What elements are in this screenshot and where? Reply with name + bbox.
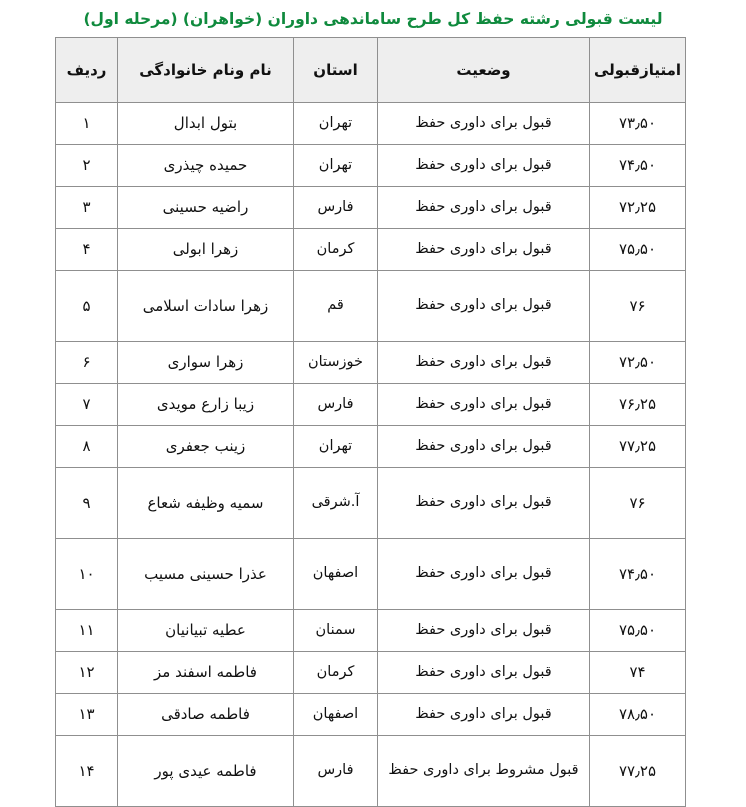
cell-score: ۷۶٫۲۵ <box>590 384 686 426</box>
table-row <box>56 468 686 539</box>
table-row <box>56 610 686 652</box>
cell-score: ۷۲٫۵۰ <box>590 342 686 384</box>
table-row <box>56 145 686 187</box>
cell-name: سمیه وظیفه شعاع <box>118 468 294 539</box>
cell-score: ۷۵٫۵۰ <box>590 610 686 652</box>
cell-province: تهران <box>294 145 378 187</box>
cell-score: ۷۴٫۵۰ <box>590 145 686 187</box>
cell-score: ۷۷٫۲۵ <box>590 736 686 807</box>
cell-rank: ۱۲ <box>56 652 118 694</box>
cell-name: فاطمه اسفند مز <box>118 652 294 694</box>
cell-province: کرمان <box>294 229 378 271</box>
cell-province: فارس <box>294 187 378 229</box>
cell-rank: ۴ <box>56 229 118 271</box>
cell-rank: ۷ <box>56 384 118 426</box>
cell-status: قبول برای داوری حفظ <box>378 229 590 271</box>
cell-status: قبول برای داوری حفظ <box>378 342 590 384</box>
cell-status: قبول برای داوری حفظ <box>378 103 590 145</box>
column-header-status: وضعیت <box>378 38 590 103</box>
column-header-rank: ردیف <box>56 38 118 103</box>
cell-score: ۷۳٫۵۰ <box>590 103 686 145</box>
cell-province: خوزستان <box>294 342 378 384</box>
cell-name: فاطمه صادقی <box>118 694 294 736</box>
cell-status: قبول برای داوری حفظ <box>378 426 590 468</box>
table-header <box>56 38 686 103</box>
cell-name: زینب جعفری <box>118 426 294 468</box>
table-row <box>56 271 686 342</box>
cell-province: تهران <box>294 426 378 468</box>
cell-score: ۷۴ <box>590 652 686 694</box>
cell-status: قبول برای داوری حفظ <box>378 271 590 342</box>
cell-rank: ۱۱ <box>56 610 118 652</box>
table-row <box>56 736 686 807</box>
cell-province: آ.شرقی <box>294 468 378 539</box>
column-header-name: نام ونام خانوادگی <box>118 38 294 103</box>
cell-name: عذرا حسینی مسیب <box>118 539 294 610</box>
cell-province: تهران <box>294 103 378 145</box>
cell-name: راضیه حسینی <box>118 187 294 229</box>
cell-score: ۷۶ <box>590 468 686 539</box>
column-header-score: امتیازقبولی <box>590 38 686 103</box>
cell-rank: ۳ <box>56 187 118 229</box>
cell-province: سمنان <box>294 610 378 652</box>
results-table <box>55 37 686 807</box>
cell-score: ۷۲٫۲۵ <box>590 187 686 229</box>
cell-status: قبول برای داوری حفظ <box>378 694 590 736</box>
cell-status: قبول برای داوری حفظ <box>378 539 590 610</box>
table-row <box>56 694 686 736</box>
table-row <box>56 384 686 426</box>
table-row <box>56 103 686 145</box>
page-title: لیست قبولی رشته حفظ کل طرح ساماندهی داوران (خواهران) (مرحله اول) <box>83 10 663 28</box>
cell-status: قبول برای داوری حفظ <box>378 145 590 187</box>
cell-name: زهرا ابولی <box>118 229 294 271</box>
cell-status: قبول برای داوری حفظ <box>378 187 590 229</box>
cell-province: کرمان <box>294 652 378 694</box>
cell-rank: ۱ <box>56 103 118 145</box>
cell-name: حمیده چیذری <box>118 145 294 187</box>
table-row <box>56 652 686 694</box>
cell-status: قبول برای داوری حفظ <box>378 652 590 694</box>
results-table-container <box>0 37 746 807</box>
cell-status: قبول برای داوری حفظ <box>378 610 590 652</box>
cell-province: اصفهان <box>294 694 378 736</box>
table-header-row <box>56 38 686 103</box>
table-row <box>56 342 686 384</box>
cell-name: زهرا سادات اسلامی <box>118 271 294 342</box>
cell-rank: ۱۴ <box>56 736 118 807</box>
table-row <box>56 426 686 468</box>
cell-rank: ۲ <box>56 145 118 187</box>
table-row <box>56 187 686 229</box>
cell-province: فارس <box>294 384 378 426</box>
cell-province: قم <box>294 271 378 342</box>
cell-province: فارس <box>294 736 378 807</box>
cell-status: قبول مشروط برای داوری حفظ <box>378 736 590 807</box>
cell-status: قبول برای داوری حفظ <box>378 468 590 539</box>
cell-rank: ۵ <box>56 271 118 342</box>
cell-score: ۷۸٫۵۰ <box>590 694 686 736</box>
cell-rank: ۶ <box>56 342 118 384</box>
cell-score: ۷۶ <box>590 271 686 342</box>
cell-score: ۷۵٫۵۰ <box>590 229 686 271</box>
column-header-province: استان <box>294 38 378 103</box>
cell-rank: ۱۰ <box>56 539 118 610</box>
cell-province: اصفهان <box>294 539 378 610</box>
cell-score: ۷۴٫۵۰ <box>590 539 686 610</box>
cell-name: عطیه تبیانیان <box>118 610 294 652</box>
table-row <box>56 229 686 271</box>
cell-status: قبول برای داوری حفظ <box>378 384 590 426</box>
cell-rank: ۸ <box>56 426 118 468</box>
table-body <box>56 103 686 807</box>
cell-name: بتول ابدال <box>118 103 294 145</box>
cell-name: زهرا سواری <box>118 342 294 384</box>
cell-score: ۷۷٫۲۵ <box>590 426 686 468</box>
cell-rank: ۱۳ <box>56 694 118 736</box>
cell-name: زیبا زارع مویدی <box>118 384 294 426</box>
table-row <box>56 539 686 610</box>
cell-rank: ۹ <box>56 468 118 539</box>
cell-name: فاطمه عیدی پور <box>118 736 294 807</box>
